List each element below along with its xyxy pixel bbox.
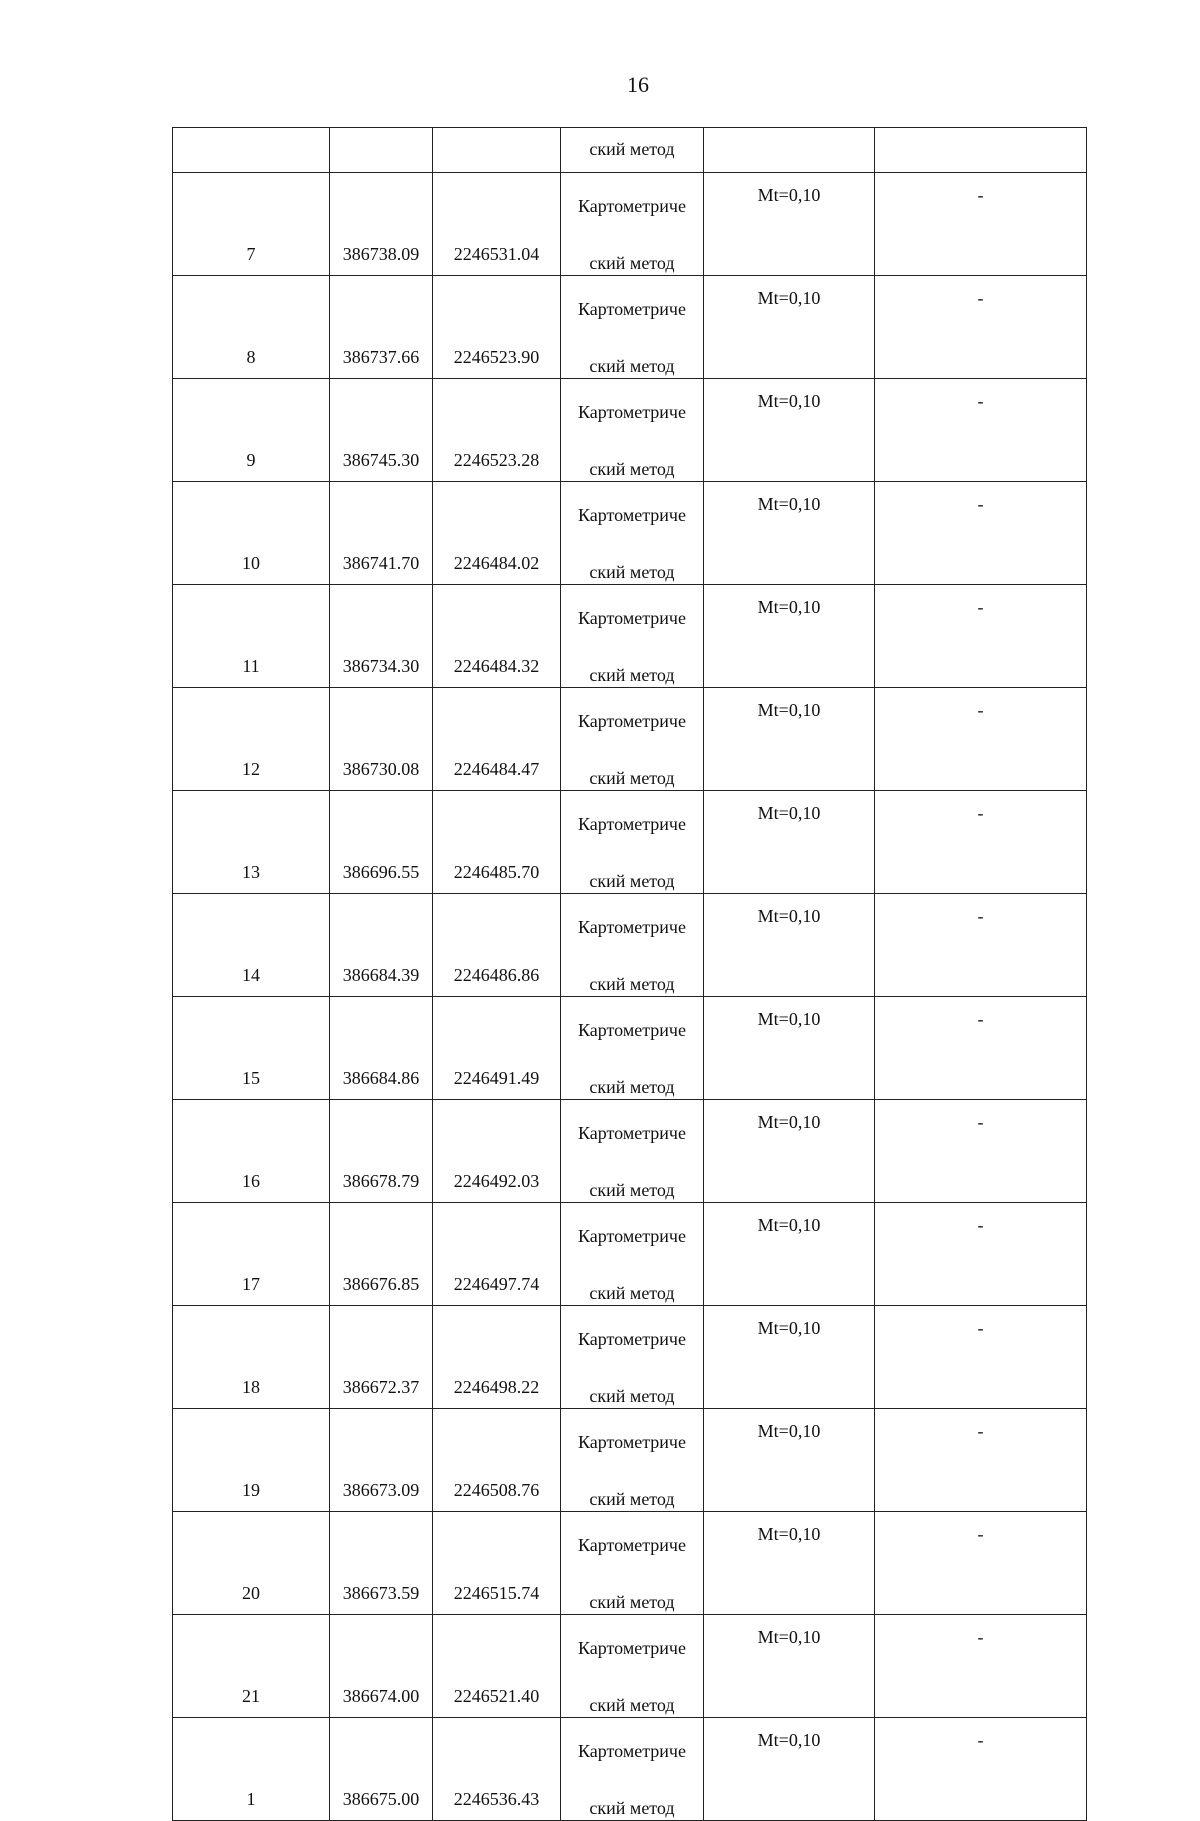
method-text bbox=[561, 688, 703, 790]
method-line-1: Картометриче bbox=[578, 1329, 686, 1349]
y-coordinate: 2246484.02 bbox=[453, 553, 540, 573]
cell-method bbox=[561, 1100, 704, 1203]
accuracy-value: Mt=0,10 bbox=[757, 1627, 821, 1647]
cell-point-number bbox=[173, 1100, 330, 1203]
x-coordinate: 386734.30 bbox=[342, 656, 420, 676]
cell-description bbox=[875, 1409, 1087, 1512]
cell-x bbox=[330, 482, 433, 585]
cell-x bbox=[330, 128, 433, 173]
method-line-2: ский метод bbox=[589, 356, 675, 376]
method-line-1: Картометриче bbox=[578, 196, 686, 216]
cell-x bbox=[330, 997, 433, 1100]
point-number: 17 bbox=[242, 1274, 260, 1294]
method-text bbox=[561, 1718, 703, 1820]
method-line-1: Картометриче bbox=[578, 299, 686, 319]
y-coordinate: 2246491.49 bbox=[453, 1068, 540, 1088]
cell-y bbox=[433, 1100, 561, 1203]
x-coordinate: 386675.00 bbox=[342, 1789, 420, 1809]
method-line-2: ский метод bbox=[589, 871, 675, 891]
cell-y bbox=[433, 1409, 561, 1512]
accuracy-value: Mt=0,10 bbox=[757, 1215, 821, 1235]
cell-x bbox=[330, 585, 433, 688]
cell-description bbox=[875, 128, 1087, 173]
y-coordinate: 2246484.32 bbox=[453, 656, 540, 676]
cell-point-number bbox=[173, 894, 330, 997]
y-coordinate: 2246497.74 bbox=[453, 1274, 540, 1294]
cell-method bbox=[561, 1615, 704, 1718]
cell-description bbox=[875, 997, 1087, 1100]
point-number: 16 bbox=[242, 1171, 260, 1191]
cell-method bbox=[561, 128, 704, 173]
method-text bbox=[561, 276, 703, 378]
description-value: - bbox=[977, 185, 984, 205]
cell-point-number bbox=[173, 1409, 330, 1512]
cell-point-number bbox=[173, 379, 330, 482]
cell-y bbox=[433, 585, 561, 688]
method-line-1: Картометриче bbox=[578, 402, 686, 422]
method-line-2: ский метод bbox=[589, 1386, 675, 1406]
cell-y bbox=[433, 894, 561, 997]
cell-x bbox=[330, 1512, 433, 1615]
x-coordinate: 386678.79 bbox=[342, 1171, 420, 1191]
method-line-1: Картометриче bbox=[578, 1123, 686, 1143]
method-text bbox=[561, 1409, 703, 1511]
point-number: 15 bbox=[242, 1068, 260, 1088]
x-coordinate: 386730.08 bbox=[342, 759, 420, 779]
table-row bbox=[173, 1615, 1087, 1718]
cell-method bbox=[561, 1512, 704, 1615]
cell-method bbox=[561, 1203, 704, 1306]
cell-accuracy bbox=[704, 1100, 875, 1203]
method-line-2: ский метод bbox=[589, 459, 675, 479]
accuracy-value: Mt=0,10 bbox=[757, 494, 821, 514]
method-line-1: Картометриче bbox=[578, 1638, 686, 1658]
cell-y bbox=[433, 1306, 561, 1409]
accuracy-value: Mt=0,10 bbox=[757, 700, 821, 720]
cell-x bbox=[330, 1718, 433, 1821]
description-value: - bbox=[977, 1524, 984, 1544]
cell-x bbox=[330, 379, 433, 482]
x-coordinate: 386672.37 bbox=[342, 1377, 420, 1397]
x-coordinate: 386674.00 bbox=[342, 1686, 420, 1706]
cell-point-number bbox=[173, 173, 330, 276]
cell-description bbox=[875, 173, 1087, 276]
cell-method bbox=[561, 379, 704, 482]
cell-point-number bbox=[173, 585, 330, 688]
cell-accuracy bbox=[704, 128, 875, 173]
cell-y bbox=[433, 173, 561, 276]
method-text bbox=[561, 1203, 703, 1305]
x-coordinate: 386676.85 bbox=[342, 1274, 420, 1294]
cell-description bbox=[875, 379, 1087, 482]
cell-point-number bbox=[173, 791, 330, 894]
accuracy-value: Mt=0,10 bbox=[757, 391, 821, 411]
point-number: 21 bbox=[242, 1686, 260, 1706]
cell-accuracy bbox=[704, 1512, 875, 1615]
table-row bbox=[173, 1718, 1087, 1821]
cell-method bbox=[561, 894, 704, 997]
y-coordinate: 2246498.22 bbox=[453, 1377, 540, 1397]
x-coordinate: 386684.39 bbox=[342, 965, 420, 985]
x-coordinate: 386737.66 bbox=[342, 347, 420, 367]
method-line-1: Картометриче bbox=[578, 1432, 686, 1452]
method-text: ский метод bbox=[589, 139, 675, 159]
cell-description bbox=[875, 585, 1087, 688]
point-number: 13 bbox=[242, 862, 260, 882]
description-value: - bbox=[977, 1318, 984, 1338]
point-number: 8 bbox=[246, 347, 256, 367]
cell-y bbox=[433, 482, 561, 585]
description-value: - bbox=[977, 1421, 984, 1441]
coordinates-table bbox=[172, 127, 1087, 1821]
table-row bbox=[173, 1100, 1087, 1203]
method-line-2: ский метод bbox=[589, 768, 675, 788]
cell-x bbox=[330, 688, 433, 791]
cell-accuracy bbox=[704, 997, 875, 1100]
method-text bbox=[561, 1306, 703, 1408]
point-number: 9 bbox=[246, 450, 256, 470]
table-row bbox=[173, 1203, 1087, 1306]
accuracy-value: Mt=0,10 bbox=[757, 803, 821, 823]
cell-description bbox=[875, 1100, 1087, 1203]
y-coordinate: 2246484.47 bbox=[453, 759, 540, 779]
method-text bbox=[561, 1512, 703, 1614]
description-value: - bbox=[977, 700, 984, 720]
method-line-1: Картометриче bbox=[578, 1226, 686, 1246]
cell-point-number bbox=[173, 482, 330, 585]
accuracy-value: Mt=0,10 bbox=[757, 1421, 821, 1441]
cell-y bbox=[433, 688, 561, 791]
method-line-2: ский метод bbox=[589, 1592, 675, 1612]
method-text bbox=[561, 482, 703, 584]
y-coordinate: 2246521.40 bbox=[453, 1686, 540, 1706]
accuracy-value: Mt=0,10 bbox=[757, 1318, 821, 1338]
description-value: - bbox=[977, 1009, 984, 1029]
cell-description bbox=[875, 1203, 1087, 1306]
method-line-1: Картометриче bbox=[578, 814, 686, 834]
x-coordinate: 386738.09 bbox=[342, 244, 420, 264]
method-line-2: ский метод bbox=[589, 253, 675, 273]
table-row-continuation bbox=[173, 128, 1087, 173]
cell-x bbox=[330, 894, 433, 997]
point-number: 18 bbox=[242, 1377, 260, 1397]
cell-method bbox=[561, 482, 704, 585]
table-row bbox=[173, 1306, 1087, 1409]
table-row bbox=[173, 1512, 1087, 1615]
cell-accuracy bbox=[704, 173, 875, 276]
cell-description bbox=[875, 894, 1087, 997]
description-value: - bbox=[977, 597, 984, 617]
y-coordinate: 2246523.90 bbox=[453, 347, 540, 367]
cell-method bbox=[561, 791, 704, 894]
cell-accuracy bbox=[704, 1409, 875, 1512]
cell-point-number bbox=[173, 1203, 330, 1306]
y-coordinate: 2246536.43 bbox=[453, 1789, 540, 1809]
cell-y bbox=[433, 997, 561, 1100]
description-value: - bbox=[977, 494, 984, 514]
method-line-2: ский метод bbox=[589, 1283, 675, 1303]
cell-y bbox=[433, 128, 561, 173]
cell-y bbox=[433, 791, 561, 894]
cell-point-number bbox=[173, 1718, 330, 1821]
method-line-2: ский метод bbox=[589, 562, 675, 582]
cell-accuracy bbox=[704, 1306, 875, 1409]
cell-description bbox=[875, 1512, 1087, 1615]
description-value: - bbox=[977, 803, 984, 823]
cell-accuracy bbox=[704, 894, 875, 997]
method-line-2: ский метод bbox=[589, 974, 675, 994]
y-coordinate: 2246508.76 bbox=[453, 1480, 540, 1500]
cell-point-number bbox=[173, 1306, 330, 1409]
accuracy-value: Mt=0,10 bbox=[757, 906, 821, 926]
cell-point-number bbox=[173, 997, 330, 1100]
page-number: 16 bbox=[627, 72, 649, 97]
method-line-2: ский метод bbox=[589, 1077, 675, 1097]
point-number: 19 bbox=[242, 1480, 260, 1500]
cell-method bbox=[561, 688, 704, 791]
point-number: 12 bbox=[242, 759, 260, 779]
cell-point-number bbox=[173, 276, 330, 379]
y-coordinate: 2246523.28 bbox=[453, 450, 540, 470]
cell-description bbox=[875, 1306, 1087, 1409]
accuracy-value: Mt=0,10 bbox=[757, 288, 821, 308]
cell-x bbox=[330, 1203, 433, 1306]
method-line-2: ский метод bbox=[589, 1798, 675, 1818]
cell-y bbox=[433, 1718, 561, 1821]
accuracy-value: Mt=0,10 bbox=[757, 185, 821, 205]
table-row bbox=[173, 379, 1087, 482]
method-text bbox=[561, 173, 703, 275]
cell-accuracy bbox=[704, 585, 875, 688]
table-body bbox=[173, 128, 1087, 1821]
cell-description bbox=[875, 688, 1087, 791]
method-line-2: ский метод bbox=[589, 1180, 675, 1200]
x-coordinate: 386741.70 bbox=[342, 553, 420, 573]
point-number: 14 bbox=[242, 965, 260, 985]
cell-accuracy bbox=[704, 276, 875, 379]
method-line-1: Картометриче bbox=[578, 917, 686, 937]
cell-method bbox=[561, 585, 704, 688]
table-row bbox=[173, 173, 1087, 276]
x-coordinate: 386684.86 bbox=[342, 1068, 420, 1088]
cell-description bbox=[875, 791, 1087, 894]
cell-y bbox=[433, 379, 561, 482]
method-line-1: Картометриче bbox=[578, 711, 686, 731]
cell-accuracy bbox=[704, 1203, 875, 1306]
cell-x bbox=[330, 1306, 433, 1409]
table-row bbox=[173, 482, 1087, 585]
point-number: 20 bbox=[242, 1583, 260, 1603]
accuracy-value: Mt=0,10 bbox=[757, 597, 821, 617]
cell-point-number bbox=[173, 128, 330, 173]
method-line-1: Картометриче bbox=[578, 608, 686, 628]
cell-x bbox=[330, 1100, 433, 1203]
description-value: - bbox=[977, 1627, 984, 1647]
method-text bbox=[561, 1100, 703, 1202]
cell-accuracy bbox=[704, 482, 875, 585]
cell-y bbox=[433, 1203, 561, 1306]
table-row bbox=[173, 997, 1087, 1100]
method-line-1: Картометриче bbox=[578, 505, 686, 525]
method-text bbox=[561, 894, 703, 996]
x-coordinate: 386673.09 bbox=[342, 1480, 420, 1500]
method-line-1: Картометриче bbox=[578, 1535, 686, 1555]
cell-y bbox=[433, 276, 561, 379]
description-value: - bbox=[977, 1215, 984, 1235]
method-line-2: ский метод bbox=[589, 665, 675, 685]
cell-point-number bbox=[173, 1512, 330, 1615]
accuracy-value: Mt=0,10 bbox=[757, 1009, 821, 1029]
y-coordinate: 2246531.04 bbox=[453, 244, 540, 264]
cell-method bbox=[561, 1718, 704, 1821]
x-coordinate: 386673.59 bbox=[342, 1583, 420, 1603]
method-text bbox=[561, 1615, 703, 1717]
y-coordinate: 2246485.70 bbox=[453, 862, 540, 882]
accuracy-value: Mt=0,10 bbox=[757, 1112, 821, 1132]
x-coordinate: 386696.55 bbox=[342, 862, 420, 882]
cell-accuracy bbox=[704, 1718, 875, 1821]
method-line-2: ский метод bbox=[589, 1695, 675, 1715]
cell-method bbox=[561, 173, 704, 276]
cell-point-number bbox=[173, 688, 330, 791]
cell-description bbox=[875, 482, 1087, 585]
y-coordinate: 2246515.74 bbox=[453, 1583, 540, 1603]
method-text bbox=[561, 379, 703, 481]
y-coordinate: 2246486.86 bbox=[453, 965, 540, 985]
cell-description bbox=[875, 1718, 1087, 1821]
method-line-2: ский метод bbox=[589, 1489, 675, 1509]
cell-method bbox=[561, 276, 704, 379]
cell-y bbox=[433, 1615, 561, 1718]
description-value: - bbox=[977, 288, 984, 308]
point-number: 10 bbox=[242, 553, 260, 573]
cell-x bbox=[330, 791, 433, 894]
cell-x bbox=[330, 276, 433, 379]
method-text bbox=[561, 585, 703, 687]
point-number: 7 bbox=[246, 244, 256, 264]
cell-method bbox=[561, 1409, 704, 1512]
cell-x bbox=[330, 1409, 433, 1512]
method-text bbox=[561, 791, 703, 893]
accuracy-value: Mt=0,10 bbox=[757, 1730, 821, 1750]
cell-accuracy bbox=[704, 379, 875, 482]
cell-accuracy bbox=[704, 688, 875, 791]
method-line-1: Картометриче bbox=[578, 1741, 686, 1761]
table-row bbox=[173, 688, 1087, 791]
cell-description bbox=[875, 1615, 1087, 1718]
x-coordinate: 386745.30 bbox=[342, 450, 420, 470]
description-value: - bbox=[977, 1112, 984, 1132]
cell-method bbox=[561, 997, 704, 1100]
accuracy-value: Mt=0,10 bbox=[757, 1524, 821, 1544]
method-line-1: Картометриче bbox=[578, 1020, 686, 1040]
point-number: 11 bbox=[242, 656, 260, 676]
cell-accuracy bbox=[704, 791, 875, 894]
table-row bbox=[173, 791, 1087, 894]
cell-method bbox=[561, 1306, 704, 1409]
point-number: 1 bbox=[246, 1789, 256, 1809]
table-row bbox=[173, 1409, 1087, 1512]
table-row bbox=[173, 894, 1087, 997]
table-row bbox=[173, 585, 1087, 688]
description-value: - bbox=[977, 1730, 984, 1750]
description-value: - bbox=[977, 391, 984, 411]
y-coordinate: 2246492.03 bbox=[453, 1171, 540, 1191]
description-value: - bbox=[977, 906, 984, 926]
method-text bbox=[561, 997, 703, 1099]
cell-description bbox=[875, 276, 1087, 379]
cell-y bbox=[433, 1512, 561, 1615]
cell-accuracy bbox=[704, 1615, 875, 1718]
cell-x bbox=[330, 173, 433, 276]
cell-point-number bbox=[173, 1615, 330, 1718]
table-row bbox=[173, 276, 1087, 379]
cell-x bbox=[330, 1615, 433, 1718]
